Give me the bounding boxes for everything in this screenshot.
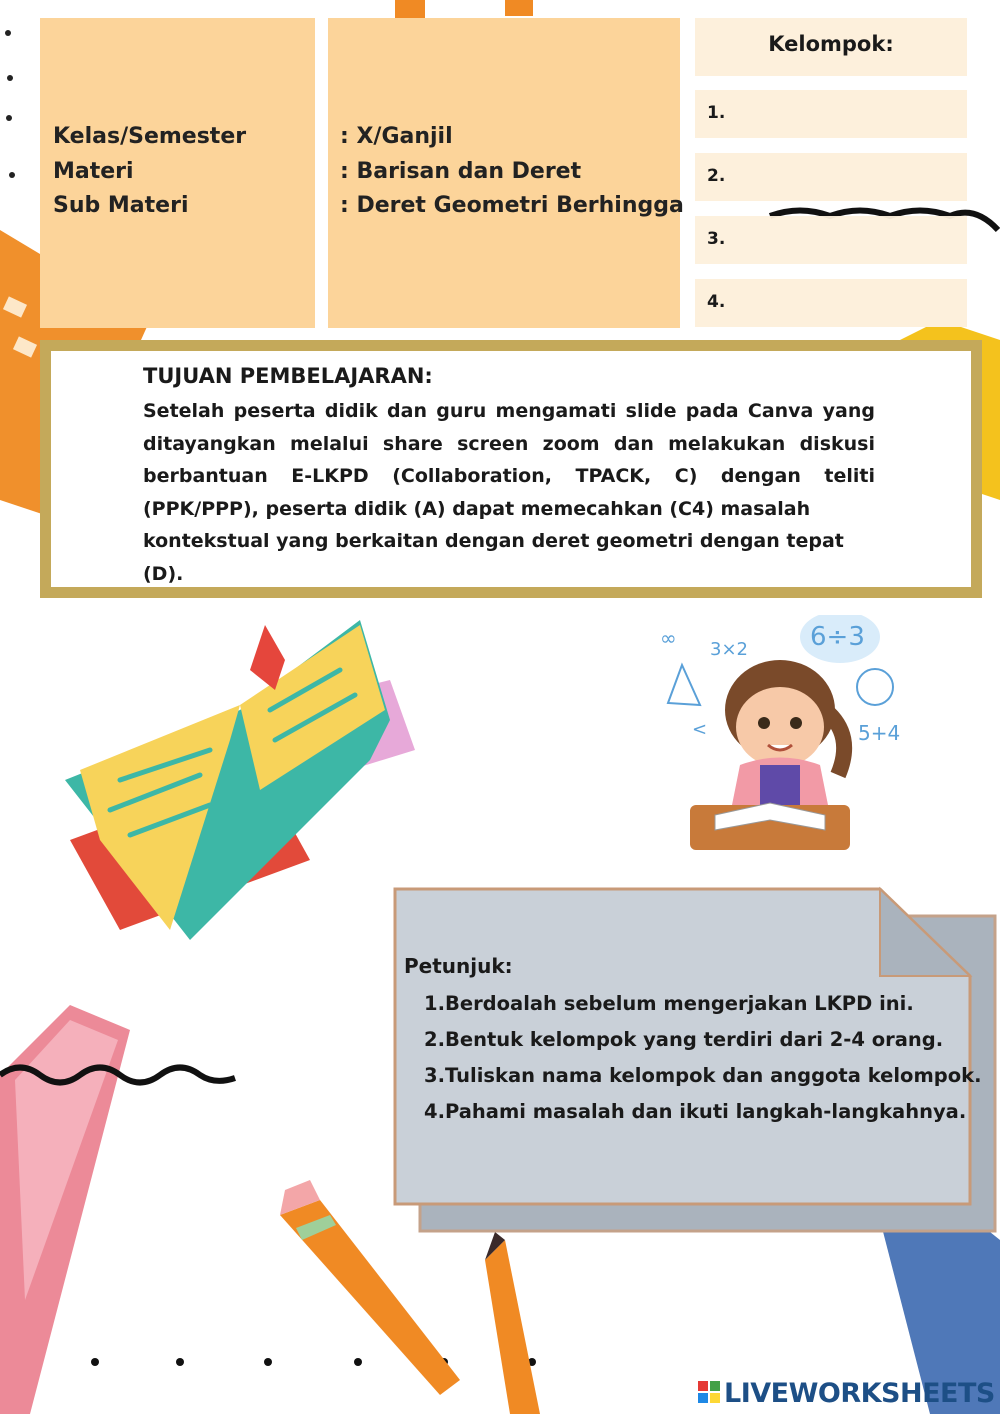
group-member-label-1: 1. [707,103,726,123]
group-member-field-2[interactable] [695,153,967,201]
watermark-text[interactable]: LIVEWORKSHEETS [724,1378,995,1409]
objective-title: TUJUAN PEMBELAJARAN: [143,364,433,388]
symbol-infinity: ∞ [660,626,677,650]
label-kelas-semester: Kelas/Semester [53,124,247,149]
label-sub-materi: Sub Materi [53,193,189,218]
top-pencil-1 [395,0,425,18]
instruction-item-1: 1.Berdoalah sebelum mengerjakan LKPD ini. [424,992,914,1015]
group-title: Kelompok: [768,32,894,56]
group-member-label-4: 4. [707,292,726,312]
instructions-list [424,986,982,1130]
header-values [340,120,684,224]
value-materi: : Barisan dan Deret [340,158,582,184]
bottom-pencil-2 [485,1232,540,1414]
instruction-item-3: 3.Tuliskan nama kelompok dan anggota kelompok. [424,1064,982,1087]
header-labels [53,120,246,224]
group-member-field-4[interactable] [695,279,967,327]
instruction-item-4: 4.Pahami masalah dan ikuti langkah-langkahnya. [424,1100,967,1123]
value-kelas-semester: : X/Ganjil [340,124,453,149]
objective-text-last-line: kontekstual yang berkaitan dengan deret geometri dengan tepat (D). [143,530,844,585]
instructions-title: Petunjuk: [404,954,513,978]
girl-studying-illustration [660,615,910,865]
instruction-item-2: 2.Bentuk kelompok yang terdiri dari 2-4 orang. [424,1028,944,1051]
group-member-field-1[interactable] [695,90,967,138]
label-materi: Materi [53,158,134,184]
value-sub-materi: : Deret Geometri Berhingga [340,193,684,218]
objective-text: Setelah peserta didik dan guru mengamati slide pada Canva yang ditayangkan melalui share screen zoom dan melakukan diskusi berbantuan E-LKPD (Collaboration, TPACK, C) dengan teliti (PPK/PPP), peserta didik (A) dapat memecahkan (C4) masalah [143,400,875,520]
books-illustration [60,610,420,950]
symbol-times: 3×2 [710,639,748,660]
group-member-label-2: 2. [707,166,726,186]
top-pencil-2 [505,0,533,16]
symbol-less-than: < [692,719,708,740]
liveworksheets-logo-icon [698,1381,720,1403]
group-member-label-3: 3. [707,229,726,249]
group-member-field-3[interactable] [695,216,967,264]
symbol-divide: 6÷3 [810,622,865,652]
symbol-plus: 5+4 [858,721,901,745]
